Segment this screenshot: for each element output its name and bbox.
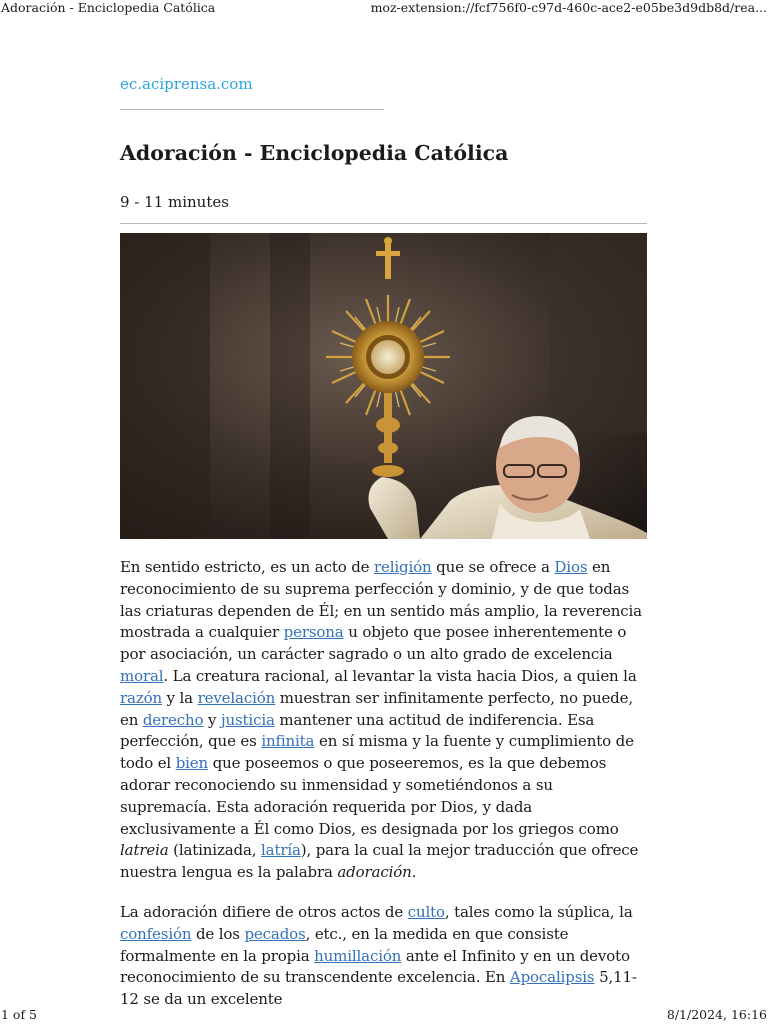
text-run: y — [203, 710, 221, 729]
inline-link[interactable]: confesión — [120, 924, 192, 943]
inline-link[interactable]: justicia — [221, 710, 275, 729]
print-page-title: Adoración - Enciclopedia Católica — [1, 0, 216, 15]
text-run: 5,11-12 se da un excelente — [120, 968, 637, 1009]
inline-link[interactable]: Dios — [554, 558, 588, 576]
reader-article — [120, 68, 647, 1011]
print-footer — [0, 1006, 768, 1024]
text-run: . La creatura racional, al levantar la vista hacia Dios, a quien la — [163, 666, 637, 685]
inline-link[interactable]: humillación — [314, 946, 402, 965]
text-run: muestran ser infinitamente perfecto, no puede, en — [120, 688, 633, 729]
inline-link[interactable]: derecho — [142, 710, 204, 729]
text-run: La adoración difiere de otros actos de — [120, 902, 408, 921]
print-header — [0, 0, 768, 16]
print-page-url: moz-extension://fcf756f0-c97d-460c-ace2-e05be3d9db8d/rea... — [370, 0, 767, 15]
source-domain-link[interactable]: ec.aciprensa.com — [120, 75, 253, 93]
text-run: que poseemos o que poseeremos, es la que debemos adorar reconociendo su inmensidad y sometiéndonos a su supremacía. Esta adoración requerida por Dios, y dada exclusivamente a Él como Dios, es designada por los griegos como — [120, 754, 619, 838]
inline-link[interactable]: persona — [283, 623, 344, 642]
article-paragraph-2 — [120, 902, 647, 1011]
inline-link[interactable]: razón — [120, 688, 162, 707]
text-run: mantener una actitud de indiferencia. Esa perfección, que es — [120, 710, 595, 751]
inline-link[interactable]: revelación — [197, 688, 276, 707]
inline-link[interactable]: religión — [374, 558, 432, 576]
meta-divider — [120, 223, 647, 224]
text-run: , tales como la súplica, la — [444, 902, 633, 921]
inline-link[interactable]: latría — [261, 841, 301, 860]
reading-time: 9 - 11 minutes — [120, 193, 229, 211]
text-run: ante el Infinito y en un devoto reconocimiento de su transcendente excelencia. En — [120, 946, 630, 987]
article-paragraph-1 — [120, 557, 647, 884]
hero-image-monstrance — [120, 233, 647, 539]
text-run: en reconocimiento de su suprema perfección y dominio, y de que todas las criaturas dependen de Él; en un sentido más amplio, la reverencia mostrada a cualquier — [120, 558, 642, 642]
italic-term: adoración — [337, 863, 412, 882]
page-count: 1 of 5 — [1, 1007, 38, 1022]
domain-divider — [120, 109, 384, 110]
italic-term: latreia — [120, 841, 169, 860]
inline-link[interactable]: moral — [120, 666, 164, 685]
inline-link[interactable]: culto — [407, 902, 445, 921]
inline-link[interactable]: bien — [175, 754, 209, 773]
text-run: ), para la cual la mejor traducción que ofrece nuestra lengua es la palabra — [120, 841, 639, 882]
inline-link[interactable]: infinita — [261, 732, 315, 751]
text-run: y la — [161, 688, 198, 707]
inline-link[interactable]: pecados — [244, 924, 306, 943]
text-run: . — [411, 863, 417, 882]
inline-link[interactable]: Apocalipsis — [509, 968, 595, 987]
text-run: de los — [191, 924, 245, 943]
text-run: que se ofrece a — [431, 558, 555, 576]
article-title: Adoración - Enciclopedia Católica — [120, 141, 509, 165]
text-run: u objeto que posee inherentemente o por asociación, un carácter sagrado o un alto grado de excelencia — [120, 623, 627, 664]
text-run: , etc., en la medida en que consiste formalmente en la propia — [120, 924, 569, 965]
text-run: (latinizada, — [168, 841, 261, 860]
text-run: en sí misma y la fuente y cumplimiento de todo el — [120, 732, 634, 773]
print-datetime: 8/1/2024, 16:16 — [666, 1007, 767, 1022]
text-run: En sentido estricto, es un acto de — [120, 558, 375, 576]
